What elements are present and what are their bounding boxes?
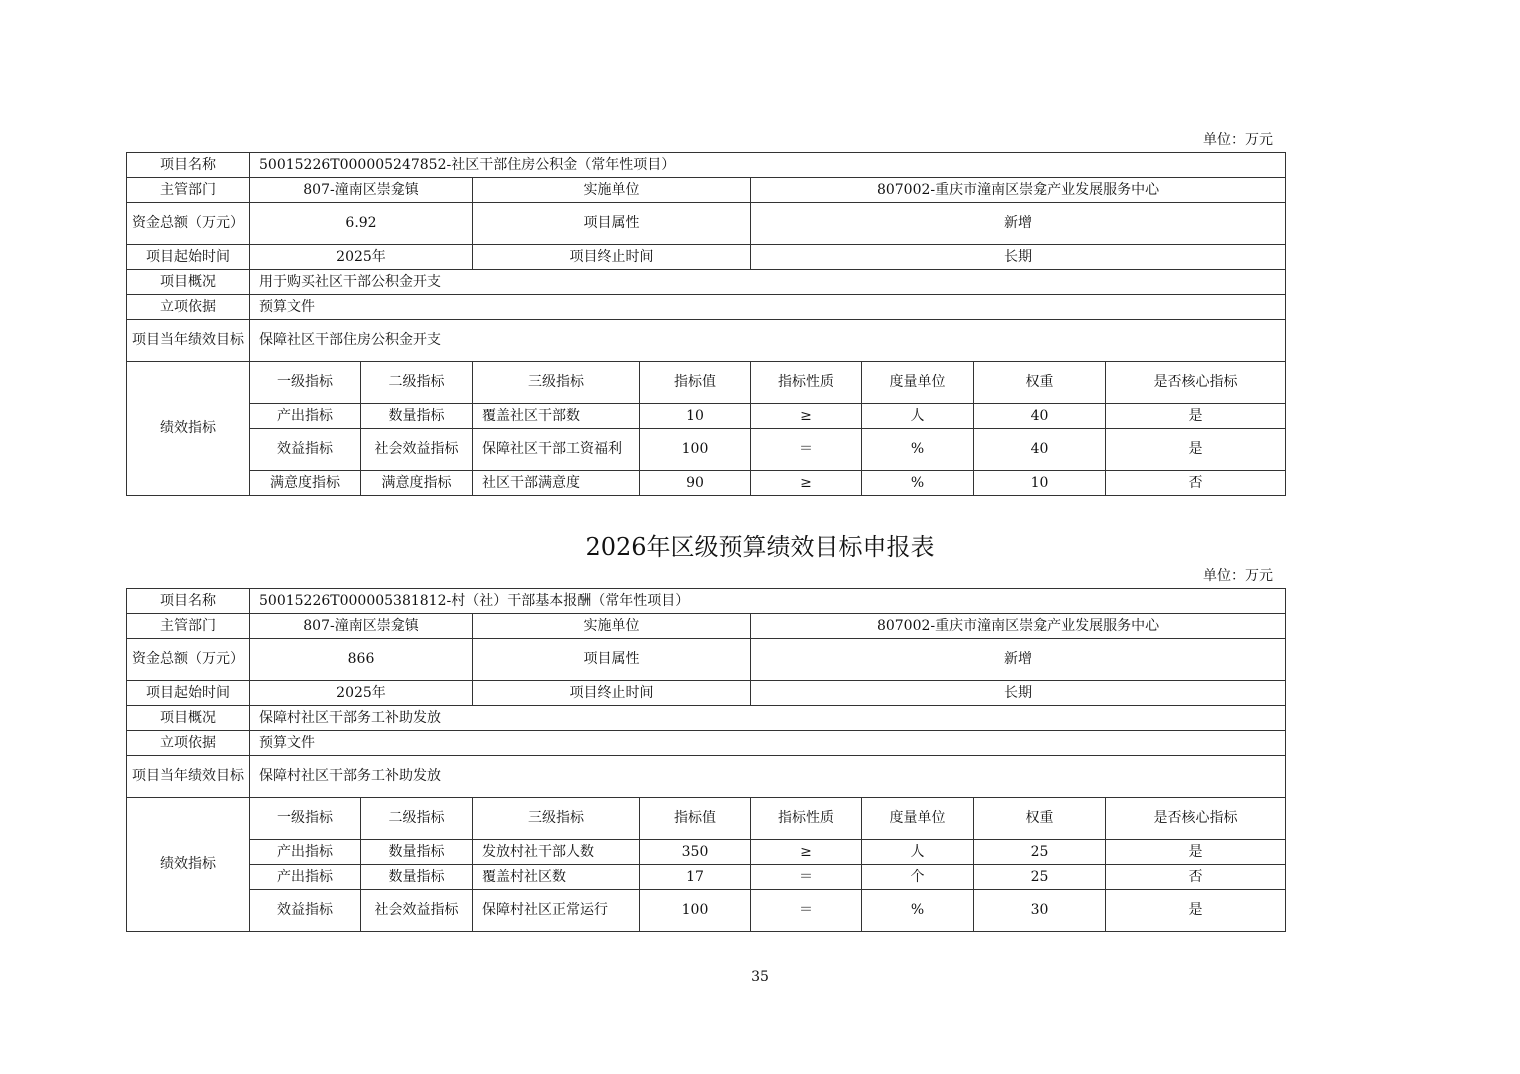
indicator-cell: 效益指标 xyxy=(250,429,361,471)
row-project-name xyxy=(127,153,1286,178)
label-cell: 项目终止时间 xyxy=(473,681,751,706)
basis-value: 预算文件 xyxy=(250,731,1286,756)
row-project-name xyxy=(127,589,1286,614)
indicator-cell: 100 xyxy=(640,429,751,471)
indicator-header: 二级指标 xyxy=(361,362,473,404)
indicator-cell: % xyxy=(862,890,974,932)
indicator-cell: 社区干部满意度 xyxy=(473,471,640,496)
total-funds-value: 866 xyxy=(250,639,473,681)
indicator-row xyxy=(127,865,1286,890)
indicator-cell: 是 xyxy=(1106,840,1286,865)
indicator-cell: ＝ xyxy=(751,890,862,932)
project-name-value: 50015226T000005381812-村（社）干部基本报酬（常年性项目） xyxy=(250,589,1286,614)
indicator-cell: 25 xyxy=(974,865,1106,890)
annual-goal-value: 保障社区干部住房公积金开支 xyxy=(250,320,1286,362)
indicator-header: 权重 xyxy=(974,798,1106,840)
indicator-cell: 产出指标 xyxy=(250,840,361,865)
basis-value: 预算文件 xyxy=(250,295,1286,320)
row-overview xyxy=(127,706,1286,731)
indicator-cell: 25 xyxy=(974,840,1106,865)
indicator-cell: 30 xyxy=(974,890,1106,932)
indicator-cell: 40 xyxy=(974,404,1106,429)
indicator-cell: 保障社区干部工资福利 xyxy=(473,429,640,471)
label-cell: 项目当年绩效目标 xyxy=(127,756,250,798)
indicator-header: 一级指标 xyxy=(250,798,361,840)
indicator-cell: 个 xyxy=(862,865,974,890)
indicator-header: 指标性质 xyxy=(751,362,862,404)
unit-label: 单位：万元 xyxy=(1203,132,1273,148)
indicator-cell: 保障村社区正常运行 xyxy=(473,890,640,932)
label-cell: 项目名称 xyxy=(127,153,250,178)
indicator-cell: 覆盖村社区数 xyxy=(473,865,640,890)
project-name-value: 50015226T000005247852-社区干部住房公积金（常年性项目） xyxy=(250,153,1286,178)
row-start-time xyxy=(127,681,1286,706)
label-cell: 资金总额（万元） xyxy=(127,203,250,245)
label-cell: 项目起始时间 xyxy=(127,245,250,270)
budget-performance-table-1 xyxy=(126,152,1286,496)
implementing-unit-value: 807002-重庆市潼南区崇龛产业发展服务中心 xyxy=(751,178,1286,203)
indicator-cell: 40 xyxy=(974,429,1106,471)
indicator-cell: 产出指标 xyxy=(250,865,361,890)
indicator-cell: ≥ xyxy=(751,840,862,865)
indicator-header: 指标值 xyxy=(640,362,751,404)
unit-label: 单位：万元 xyxy=(1203,568,1273,584)
row-overview xyxy=(127,270,1286,295)
indicator-header-row xyxy=(127,798,1286,840)
row-annual-goal xyxy=(127,756,1286,798)
label-cell: 项目终止时间 xyxy=(473,245,751,270)
row-start-time xyxy=(127,245,1286,270)
overview-value: 保障村社区干部务工补助发放 xyxy=(250,706,1286,731)
page-number: 35 xyxy=(751,969,769,985)
row-total-funds xyxy=(127,639,1286,681)
project-attribute-value: 新增 xyxy=(751,203,1286,245)
department-value: 807-潼南区崇龛镇 xyxy=(250,614,473,639)
indicator-cell: 社会效益指标 xyxy=(361,429,473,471)
label-cell: 绩效指标 xyxy=(127,798,250,932)
indicator-cell: 数量指标 xyxy=(361,404,473,429)
label-cell: 项目名称 xyxy=(127,589,250,614)
indicator-cell: 效益指标 xyxy=(250,890,361,932)
indicator-header: 是否核心指标 xyxy=(1106,362,1286,404)
row-total-funds xyxy=(127,203,1286,245)
indicator-cell: 覆盖社区干部数 xyxy=(473,404,640,429)
indicator-cell: 17 xyxy=(640,865,751,890)
row-basis xyxy=(127,295,1286,320)
indicator-header: 度量单位 xyxy=(862,798,974,840)
budget-performance-table-2 xyxy=(126,588,1286,932)
label-cell: 项目当年绩效目标 xyxy=(127,320,250,362)
implementing-unit-value: 807002-重庆市潼南区崇龛产业发展服务中心 xyxy=(751,614,1286,639)
indicator-row xyxy=(127,429,1286,471)
end-time-value: 长期 xyxy=(751,245,1286,270)
indicator-cell: 否 xyxy=(1106,865,1286,890)
label-cell: 绩效指标 xyxy=(127,362,250,496)
label-cell: 项目概况 xyxy=(127,270,250,295)
total-funds-value: 6.92 xyxy=(250,203,473,245)
indicator-cell: ＝ xyxy=(751,429,862,471)
indicator-header: 度量单位 xyxy=(862,362,974,404)
indicator-header: 是否核心指标 xyxy=(1106,798,1286,840)
label-cell: 项目属性 xyxy=(473,639,751,681)
label-cell: 项目属性 xyxy=(473,203,751,245)
indicator-row xyxy=(127,840,1286,865)
label-cell: 项目概况 xyxy=(127,706,250,731)
start-time-value: 2025年 xyxy=(250,245,473,270)
start-time-value: 2025年 xyxy=(250,681,473,706)
indicator-cell: 产出指标 xyxy=(250,404,361,429)
label-cell: 资金总额（万元） xyxy=(127,639,250,681)
row-basis xyxy=(127,731,1286,756)
indicator-cell: ≥ xyxy=(751,471,862,496)
label-cell: 项目起始时间 xyxy=(127,681,250,706)
indicator-cell: 是 xyxy=(1106,429,1286,471)
indicator-cell: % xyxy=(862,429,974,471)
row-annual-goal xyxy=(127,320,1286,362)
indicator-cell: 社会效益指标 xyxy=(361,890,473,932)
indicator-cell: 人 xyxy=(862,840,974,865)
indicator-row xyxy=(127,471,1286,496)
indicator-cell: 是 xyxy=(1106,404,1286,429)
indicator-header: 一级指标 xyxy=(250,362,361,404)
indicator-cell: % xyxy=(862,471,974,496)
indicator-header: 指标值 xyxy=(640,798,751,840)
indicator-header-row xyxy=(127,362,1286,404)
indicator-cell: 100 xyxy=(640,890,751,932)
indicator-cell: 10 xyxy=(974,471,1106,496)
indicator-cell: 发放村社干部人数 xyxy=(473,840,640,865)
indicator-header: 权重 xyxy=(974,362,1106,404)
indicator-cell: ＝ xyxy=(751,865,862,890)
label-cell: 立项依据 xyxy=(127,295,250,320)
indicator-cell: 否 xyxy=(1106,471,1286,496)
label-cell: 立项依据 xyxy=(127,731,250,756)
project-attribute-value: 新增 xyxy=(751,639,1286,681)
label-cell: 主管部门 xyxy=(127,614,250,639)
indicator-cell: 90 xyxy=(640,471,751,496)
overview-value: 用于购买社区干部公积金开支 xyxy=(250,270,1286,295)
row-department xyxy=(127,614,1286,639)
label-cell: 实施单位 xyxy=(473,614,751,639)
end-time-value: 长期 xyxy=(751,681,1286,706)
indicator-header: 三级指标 xyxy=(473,362,640,404)
indicator-header: 指标性质 xyxy=(751,798,862,840)
indicator-row xyxy=(127,404,1286,429)
indicator-header: 二级指标 xyxy=(361,798,473,840)
indicator-cell: ≥ xyxy=(751,404,862,429)
indicator-cell: 人 xyxy=(862,404,974,429)
indicator-cell: 350 xyxy=(640,840,751,865)
label-cell: 主管部门 xyxy=(127,178,250,203)
department-value: 807-潼南区崇龛镇 xyxy=(250,178,473,203)
indicator-cell: 满意度指标 xyxy=(361,471,473,496)
annual-goal-value: 保障村社区干部务工补助发放 xyxy=(250,756,1286,798)
label-cell: 实施单位 xyxy=(473,178,751,203)
indicator-cell: 10 xyxy=(640,404,751,429)
section-title: 2026年区级预算绩效目标申报表 xyxy=(585,533,935,561)
indicator-cell: 数量指标 xyxy=(361,865,473,890)
indicator-cell: 数量指标 xyxy=(361,840,473,865)
indicator-row xyxy=(127,890,1286,932)
indicator-cell: 是 xyxy=(1106,890,1286,932)
row-department xyxy=(127,178,1286,203)
indicator-cell: 满意度指标 xyxy=(250,471,361,496)
indicator-header: 三级指标 xyxy=(473,798,640,840)
